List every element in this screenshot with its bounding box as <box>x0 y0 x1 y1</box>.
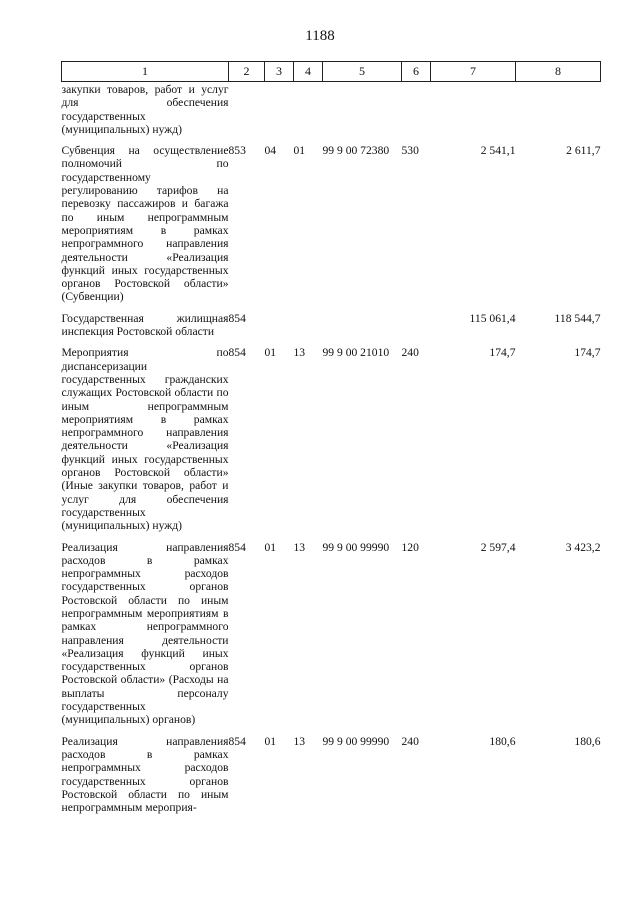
row-section: 01 <box>264 346 277 360</box>
table-row <box>62 312 601 339</box>
row-target: 99 9 00 99990 <box>322 540 390 554</box>
row-section: 01 <box>264 734 277 748</box>
row-ministry: 854 <box>228 346 246 360</box>
column-header: 6 <box>402 62 431 82</box>
row-name: Мероприятия по диспансеризации государственных гражданских служащих Ростовской области по иным непрограммным мероприятиям в рамках непрограммного направления деятельности «Реализация функций иных государственных органов Ростовской области» (Иные закупки товаров, работ и услуг для обеспечения государственных (муниципальных) нужд) <box>61 346 229 533</box>
row-target <box>323 312 402 339</box>
row-name: Государственная жилищная инспекция Ростовской области <box>61 311 229 339</box>
row-sum2: 3 423,2 <box>565 540 601 554</box>
row-target <box>323 82 402 137</box>
row-ministry <box>229 82 265 137</box>
row-sum2 <box>516 82 601 137</box>
column-header: 8 <box>516 62 601 82</box>
table-header-row <box>62 62 601 82</box>
row-target: 99 9 00 99990 <box>322 734 390 748</box>
row-sum2: 2 611,7 <box>566 144 601 158</box>
row-subsection: 13 <box>293 734 306 748</box>
row-ministry: 854 <box>228 311 246 325</box>
row-section: 04 <box>264 144 277 158</box>
row-ministry: 854 <box>228 540 246 554</box>
row-section <box>265 312 294 339</box>
table-row <box>62 144 601 304</box>
row-sum1: 174,7 <box>489 346 516 360</box>
row-section: 01 <box>264 540 277 554</box>
row-sum2: 180,6 <box>574 734 601 748</box>
row-sum2: 174,7 <box>574 346 601 360</box>
row-vr: 240 <box>401 346 419 360</box>
column-header: 2 <box>229 62 265 82</box>
row-ministry: 854 <box>228 734 246 748</box>
row-vr <box>402 312 431 339</box>
row-vr: 240 <box>401 734 419 748</box>
row-sum1: 115 061,4 <box>469 311 516 325</box>
row-vr: 120 <box>401 540 419 554</box>
row-subsection <box>294 82 323 137</box>
row-target: 99 9 00 21010 <box>322 346 390 360</box>
page-number: 1188 <box>305 28 335 44</box>
row-sum1: 2 541,1 <box>480 144 516 158</box>
row-section <box>265 82 294 137</box>
column-header: 7 <box>431 62 516 82</box>
table-row <box>62 541 601 727</box>
column-header: 1 <box>62 62 229 82</box>
row-sum1: 180,6 <box>489 734 516 748</box>
column-header: 5 <box>323 62 402 82</box>
column-header: 4 <box>294 62 323 82</box>
column-header: 3 <box>265 62 294 82</box>
budget-table <box>61 61 601 814</box>
row-sum1 <box>431 82 516 137</box>
row-vr <box>402 82 431 137</box>
row-target: 99 9 00 72380 <box>322 144 390 158</box>
row-sum2: 118 544,7 <box>554 311 601 325</box>
row-name: Реализация направления расходов в рамках непрограммных расходов государственных органов Ростовской области по иным непрограммным мероприя- <box>61 734 229 815</box>
table-row <box>62 735 601 815</box>
table-row <box>62 82 601 137</box>
row-subsection: 13 <box>293 346 306 360</box>
table-row <box>62 346 601 532</box>
row-subsection <box>294 312 323 339</box>
row-ministry: 853 <box>228 144 246 158</box>
row-name: Субвенция на осуществление полномочий по государственному регулированию тарифов на перевозку пассажиров и багажа по иным непрограммным мероприятиям в рамках непрограммного направления деятельности «Реализация функций иных государственных органов Ростовской области» (Субвенции) <box>61 144 229 304</box>
row-subsection: 13 <box>293 540 306 554</box>
row-vr: 530 <box>401 144 419 158</box>
row-subsection: 01 <box>293 144 306 158</box>
row-sum1: 2 597,4 <box>480 540 516 554</box>
row-name: Реализация направления расходов в рамках непрограммных расходов государственных органов Ростовской области по иным непрограммным мероприятиям в рамках непрограммного направления деятельности «Реализация функций иных государственных органов Ростовской области» (Расходы на выплаты персоналу государственных (муниципальных) органов) <box>61 540 229 727</box>
row-name: закупки товаров, работ и услуг для обеспечения государственных (муниципальных) нужд) <box>61 83 229 136</box>
